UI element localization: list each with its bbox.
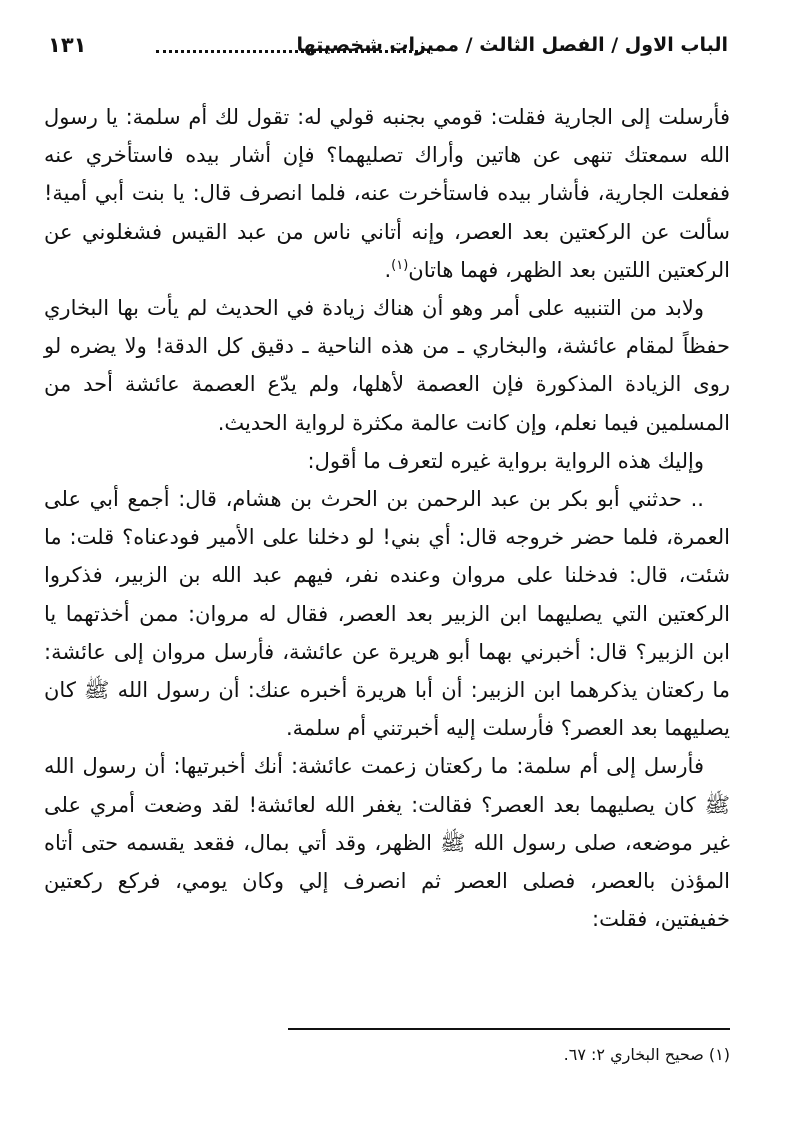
page-number: ١٣١ xyxy=(48,33,87,57)
footnote: (١) صحيح البخاري ٢: ٦٧. xyxy=(563,1045,730,1064)
paragraph-2: ولابد من التنبيه على أمر وهو أن هناك زيادة في الحديث لم يأت بها البخاري حفظاً لمقام عائشة، والبخاري ـ من هذه الناحية ـ دقيق كل الدقة! ولا يضره لو روى الزيادة المذكورة فإن العصمة لأهلها، ولم يدّع العصمة عائشة أحد من المسلمين فيما نعلم، وإن كانت عالمة مكثرة لرواية الحديث. xyxy=(44,296,730,435)
paragraph-1: فأرسلت إلى الجارية فقلت: قومي بجنبه قولي له: تقول لك أم سلمة: يا رسول الله سمعتك تنهى عن هاتين وأراك تصليهما؟ فإن أشار بيده فاستأخري عنه ففعلت الجارية، فأشار بيده فاستأخرت عنه، فلما انصرف قال: يا بنت أبي أمية! سألت عن الركعتين بعد العصر، وإنه أتاني ناس من عبد القيس فشغلوني عن الركعتين اللتين بعد الظهر، فهما هاتان$^{(١)}$. xyxy=(44,105,730,282)
dotted-leader xyxy=(156,50,430,53)
paragraph-3: وإليك هذه الرواية برواية غيره لتعرف ما أقول: xyxy=(307,448,704,473)
paragraph-4: .. حدثني أبو بكر بن عبد الرحمن بن الحرث بن هشام، قال: أجمع أبي على العمرة، فلما حضر خروجه قال: أي بني! لو دخلنا على الأمير فودعناه؟ قلت: ما شئت، قال: فدخلنا على مروان وعنده نفر، فيهم عبد الله بن الزبير، فذكروا الركعتين التي يصليهما ابن الزبير بعد العصر، فقال له مروان: ممن أخذتهما يا ابن الزبير؟ قال: أخبرني بهما أبو هريرة عن عائشة، فأرسل مروان إلى عائشة: ما ركعتان يذكرهما ابن الزبير: أن أبا هريرة أخبره عنك: أن رسول الله ﷺ كان يصليهما بعد العصر؟ فأرسلت إليه أخبرتني أم سلمة. xyxy=(44,487,730,741)
footnote-marker: (١) xyxy=(391,257,409,273)
main-text xyxy=(44,98,730,938)
running-header xyxy=(48,30,728,60)
footnote-divider xyxy=(288,1028,730,1030)
paragraph-5: فأرسل إلى أم سلمة: ما ركعتان زعمت عائشة: أنك أخبرتيها: أن رسول الله ﷺ كان يصليهما بعد العصر؟ فقالت: يغفر الله لعائشة! لقد وضعت أمري على غير موضعه، صلى رسول الله ﷺ الظهر، وقد أتي بمال، فقعد يقسمه حتى أتاه المؤذن بالعصر، فصلى العصر ثم انصرف إلي وكان يومي، فركع ركعتين خفيفتين، فقلت: xyxy=(44,754,730,932)
chapter-title: الباب الاول / الفصل الثالث / مميزات شخصيتها xyxy=(296,34,728,56)
paragraph-1-text: فأرسلت إلى الجارية فقلت: قومي بجنبه قولي له: تقول لك أم سلمة: يا رسول الله سمعتك تنهى عن هاتين وأراك تصليهما؟ فإن أشار بيده فاستأخري عنه ففعلت الجارية، فأشار بيده فاستأخرت عنه، فلما انصرف قال: يا بنت أبي أمية! سألت عن الركعتين بعد العصر، وإنه أتاني ناس من عبد القيس فشغلوني عن الركعتين اللتين بعد الظهر، فهما هاتان xyxy=(44,105,730,282)
